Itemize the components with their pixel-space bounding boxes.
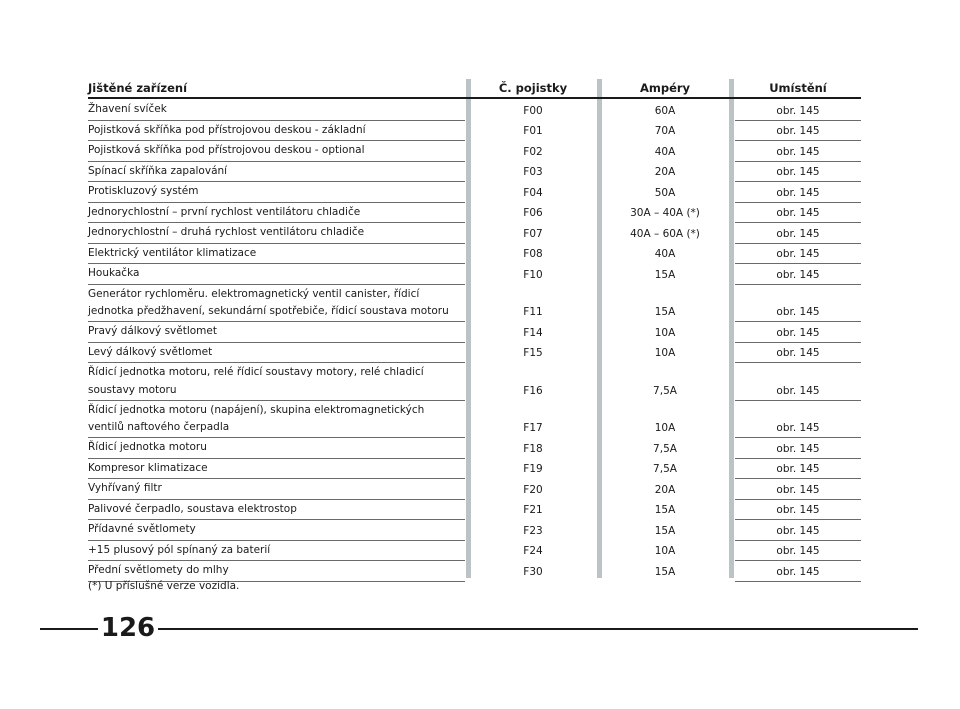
fuse-location: obr. 145 xyxy=(776,227,820,240)
table-row xyxy=(88,343,861,364)
fuse-location: obr. 145 xyxy=(776,186,820,199)
fuse-number: F24 xyxy=(523,545,543,557)
fuse-number: F03 xyxy=(523,166,543,178)
header-location: Umístění xyxy=(769,81,827,95)
page-number-rule-left xyxy=(40,628,98,630)
fuse-amperage: 20A xyxy=(654,166,676,178)
fuse-amperage: 15A xyxy=(654,306,676,318)
table-row xyxy=(88,244,861,265)
fuse-amperage: 40A – 60A (*) xyxy=(630,227,700,240)
page-number-rule-right xyxy=(158,628,918,630)
table-row xyxy=(88,100,861,121)
fuse-amperage: 7,5A xyxy=(653,463,677,475)
table-row xyxy=(88,182,861,203)
fuse-amperage: 50A xyxy=(654,186,676,199)
fuse-number: F11 xyxy=(523,306,543,318)
footnote: (*) U příslušné verze vozidla. xyxy=(88,580,240,592)
fuse-location: obr. 145 xyxy=(776,545,820,557)
fuse-location: obr. 145 xyxy=(776,166,820,178)
fuse-description: Elektrický ventilátor klimatizace xyxy=(88,246,257,259)
row-rule xyxy=(735,581,861,582)
header-device: Jištěné zařízení xyxy=(88,81,188,95)
fuse-description: Protiskluzový systém xyxy=(88,185,199,197)
fuse-description: Levý dálkový světlomet xyxy=(88,345,213,358)
fuse-description: Jednorychlostní – první rychlost ventilátoru chladiče xyxy=(88,205,361,218)
fuse-amperage: 15A xyxy=(654,504,676,516)
fuse-description: Pojistková skříňka pod přístrojovou deskou - základní xyxy=(88,123,366,136)
fuse-description: Pravý dálkový světlomet xyxy=(88,325,217,337)
fuse-location: obr. 145 xyxy=(776,442,820,455)
table-row xyxy=(88,141,861,162)
fuse-number: F07 xyxy=(523,227,543,240)
fuse-amperage: 15A xyxy=(654,524,676,537)
fuse-location: obr. 145 xyxy=(776,326,820,339)
table-row xyxy=(88,322,861,343)
header-fuse-number: Č. pojistky xyxy=(498,81,568,95)
table-row xyxy=(88,459,861,480)
fuse-description: +15 plusový pól spínaný za baterií xyxy=(88,543,271,556)
fuse-location: obr. 145 xyxy=(776,268,820,281)
fuse-amperage: 70A xyxy=(654,125,676,137)
table-row xyxy=(88,500,861,521)
fuse-description: Houkačka xyxy=(88,267,140,279)
fuse-number: F21 xyxy=(523,504,543,516)
fuse-amperage: 30A – 40A (*) xyxy=(630,207,700,219)
fuse-description: Žhavení svíček xyxy=(88,103,167,115)
fuse-location: obr. 145 xyxy=(776,104,820,117)
fuse-number: F19 xyxy=(523,463,543,475)
fuse-amperage: 20A xyxy=(654,483,676,496)
fuse-description: Řídicí jednotka motoru xyxy=(88,441,207,453)
fuse-location: obr. 145 xyxy=(776,248,820,260)
fuse-description: Řídicí jednotka motoru, relé řídicí soustavy motory, relé chladicí soustavy motoru xyxy=(88,366,424,396)
fuse-description: Pojistková skříňka pod přístrojovou deskou - optional xyxy=(88,144,365,156)
fuse-description: Vyhřívaný filtr xyxy=(88,482,162,494)
fuse-amperage: 60A xyxy=(654,104,676,117)
fuse-amperage: 10A xyxy=(654,347,676,359)
fuse-description: Jednorychlostní – druhá rychlost ventilátoru chladiče xyxy=(88,226,365,238)
fuse-number: F30 xyxy=(523,565,543,578)
fuse-description: Kompresor klimatizace xyxy=(88,461,208,474)
table-row xyxy=(88,541,861,562)
fuse-number: F10 xyxy=(523,268,543,281)
fuse-number: F18 xyxy=(523,442,543,455)
fuse-number: F04 xyxy=(523,186,543,199)
fuse-location: obr. 145 xyxy=(776,347,820,359)
fuse-number: F02 xyxy=(523,145,543,158)
fuse-description: Přední světlomety do mlhy xyxy=(88,564,229,576)
table-row xyxy=(88,479,861,500)
fuse-location: obr. 145 xyxy=(776,504,820,516)
fuse-amperage: 40A xyxy=(654,145,676,158)
fuse-amperage: 15A xyxy=(654,268,676,281)
fuse-number: F08 xyxy=(523,248,543,260)
fuse-amperage: 10A xyxy=(654,326,676,339)
fuse-location: obr. 145 xyxy=(776,306,820,318)
fuse-amperage: 7,5A xyxy=(653,442,677,455)
fuse-number: F23 xyxy=(523,524,543,537)
fuse-amperage: 15A xyxy=(654,565,676,578)
fuse-location: obr. 145 xyxy=(776,483,820,496)
fuse-number: F16 xyxy=(523,384,543,397)
fuse-description: Palivové čerpadlo, soustava elektrostop xyxy=(88,502,297,515)
fuse-description: Generátor rychloměru. elektromagnetický ventil canister, řídicí jednotka předžhavení, sekundární spotřebiče, řídicí soustava motoru xyxy=(88,287,449,317)
table-row xyxy=(88,401,861,439)
fuse-location: obr. 145 xyxy=(776,207,820,219)
fuse-number: F00 xyxy=(523,104,543,117)
fuse-number: F14 xyxy=(523,326,543,339)
fuse-description: Spínací skříňka zapalování xyxy=(88,164,228,177)
fuse-location: obr. 145 xyxy=(776,145,820,158)
fuse-location: obr. 145 xyxy=(776,463,820,475)
fuse-amperage: 10A xyxy=(654,545,676,557)
fuse-number: F20 xyxy=(523,483,543,496)
page-number: 126 xyxy=(100,613,156,643)
fuse-number: F17 xyxy=(523,422,543,434)
fuse-location: obr. 145 xyxy=(776,125,820,137)
header-rule xyxy=(88,97,861,99)
fuse-description: Řídicí jednotka motoru (napájení), skupina elektromagnetických ventilů naftového čerpadla xyxy=(88,403,425,433)
fuse-number: F15 xyxy=(523,347,543,359)
table-row xyxy=(88,162,861,183)
fuse-amperage: 40A xyxy=(654,248,676,260)
fuse-number: F01 xyxy=(523,125,543,137)
header-amps: Ampéry xyxy=(639,81,691,95)
fuse-description: Přídavné světlomety xyxy=(88,523,196,535)
table-row xyxy=(88,438,861,459)
table-row xyxy=(88,203,861,224)
fuse-location: obr. 145 xyxy=(776,384,820,397)
table-row xyxy=(88,285,861,323)
table-row xyxy=(88,264,861,285)
fuse-location: obr. 145 xyxy=(776,565,820,578)
table-row xyxy=(88,363,861,401)
fuse-amperage: 7,5A xyxy=(653,384,677,397)
fuse-number: F06 xyxy=(523,207,543,219)
fuse-location: obr. 145 xyxy=(776,524,820,537)
fuse-amperage: 10A xyxy=(654,422,676,434)
table-row xyxy=(88,121,861,142)
table-row xyxy=(88,223,861,244)
table-row xyxy=(88,520,861,541)
fuse-location: obr. 145 xyxy=(776,422,820,434)
fuse-table xyxy=(88,100,861,582)
